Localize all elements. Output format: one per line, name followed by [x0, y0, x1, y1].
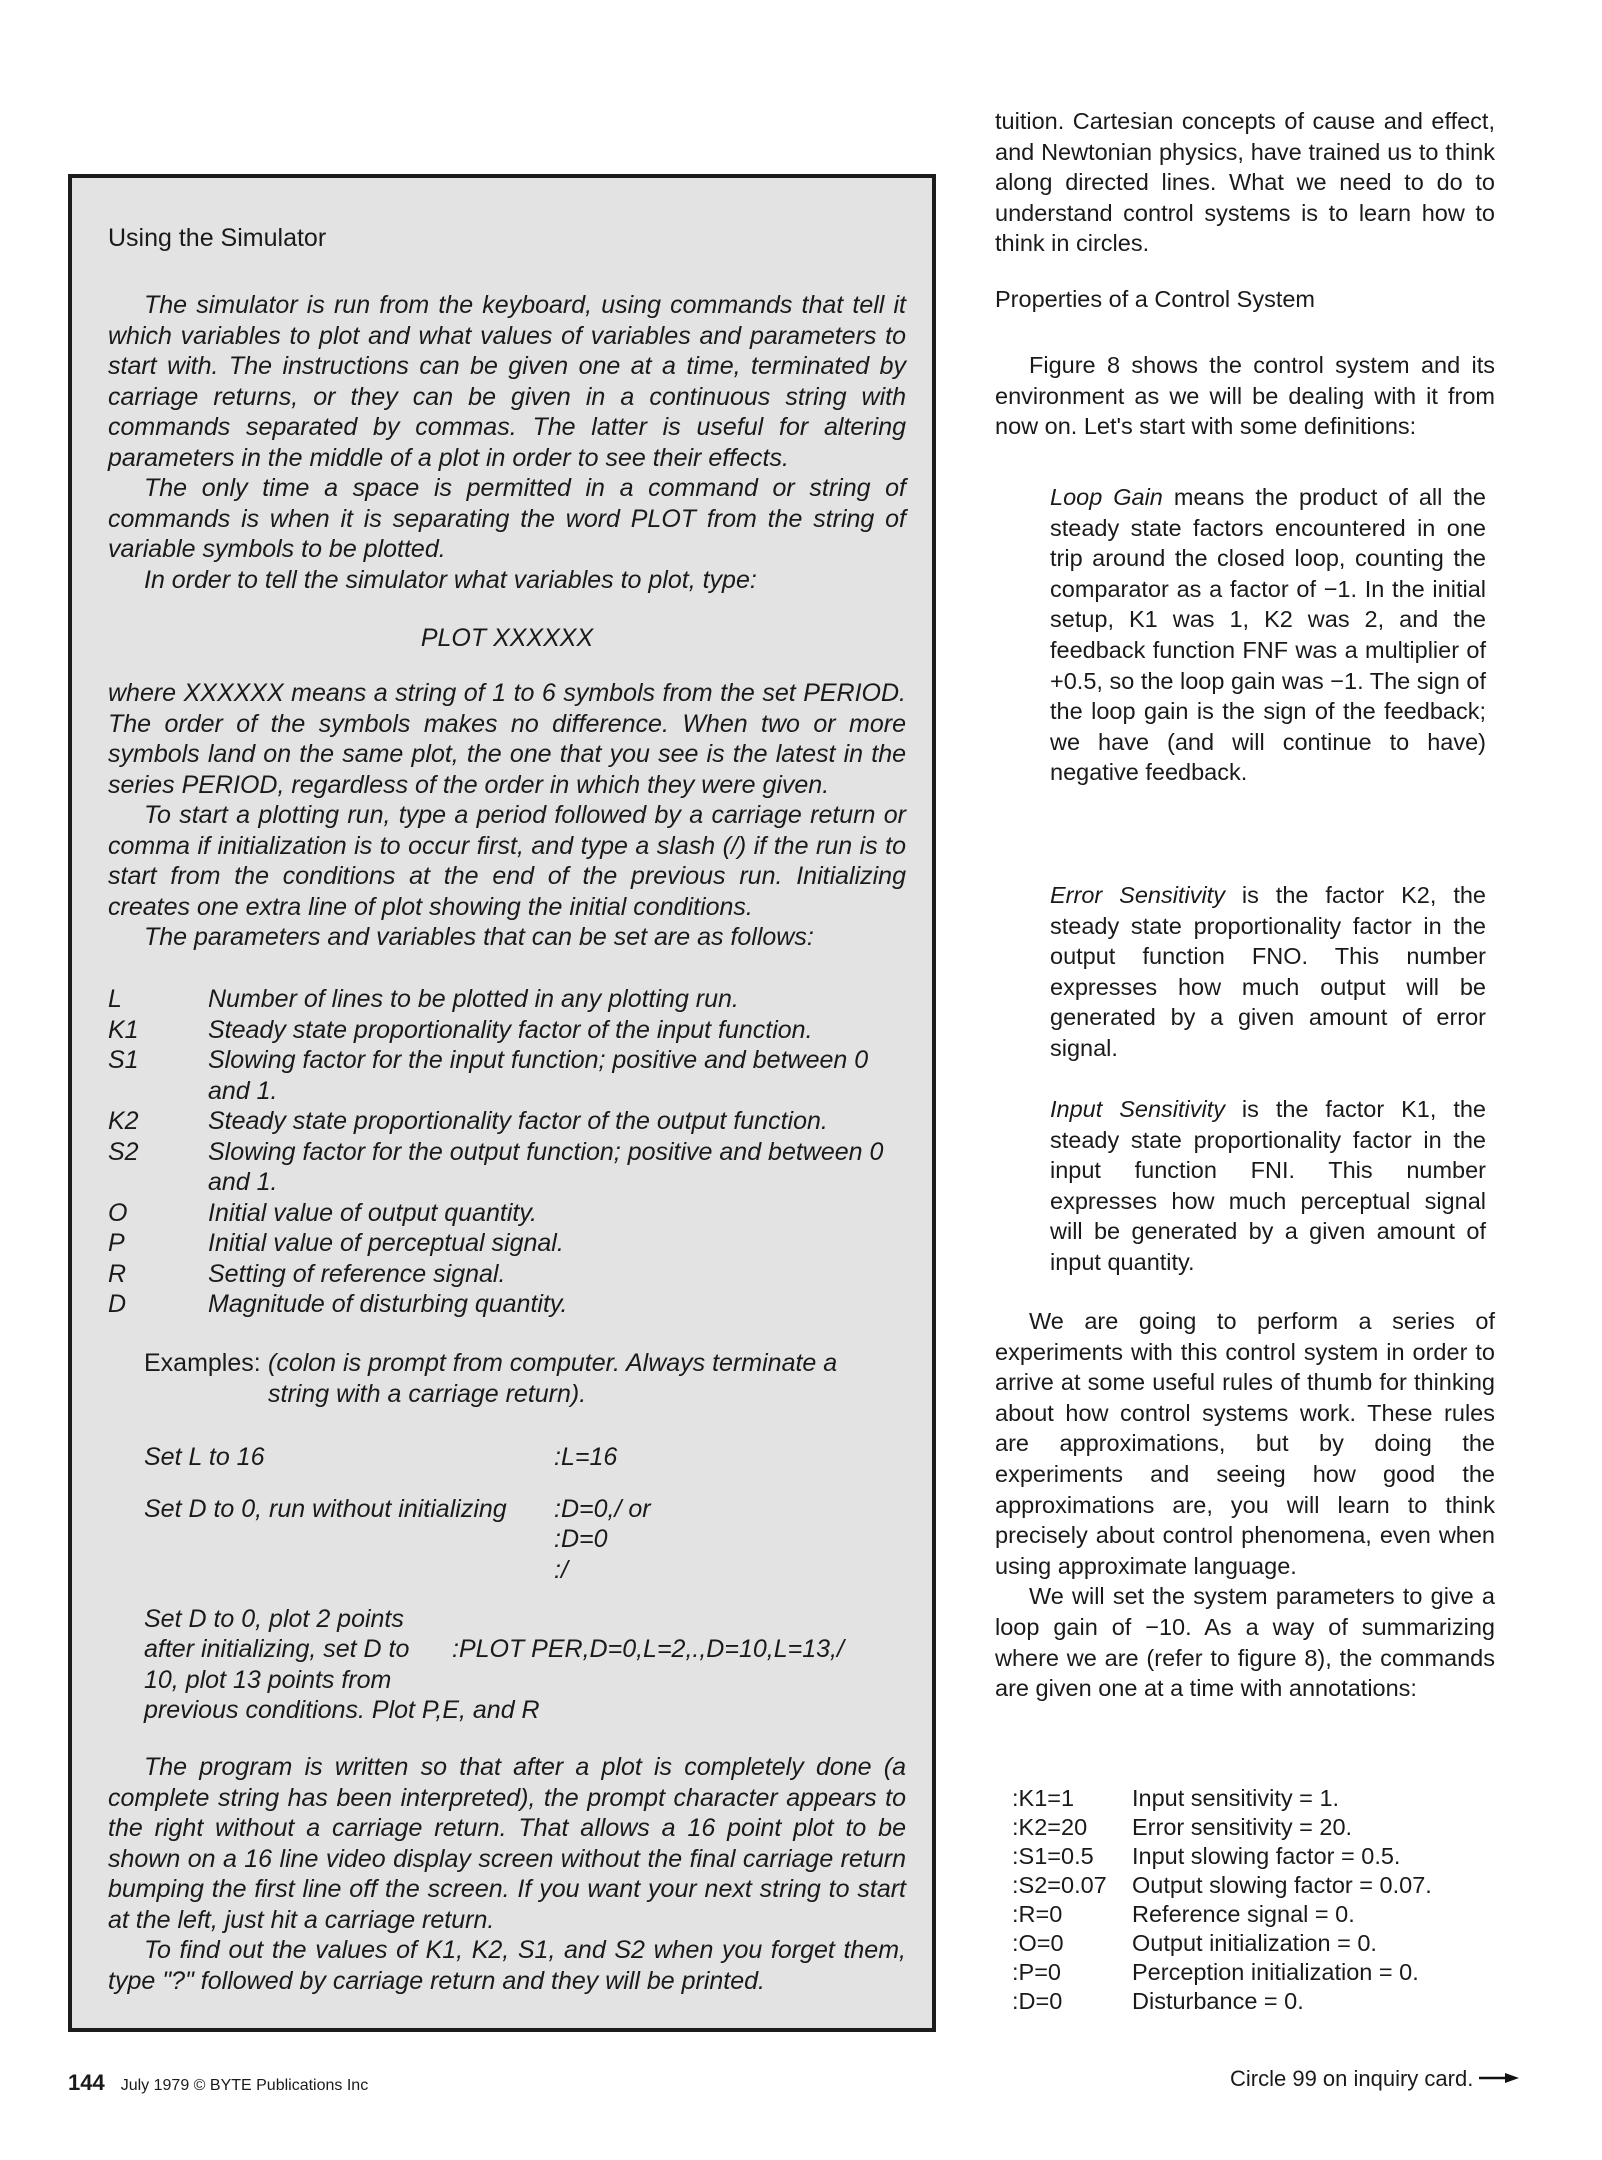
command: :D=0: [1012, 1988, 1063, 2014]
paragraph: We are going to perform a series of experiments with this control system in order to arrive at some useful rules of thumb for thinking about how control systems work. These rules are approximations, but by doing the experiments and seeing how good the approximations are, you will learn to think precisely about control phenomena, even when using approximate language.: [995, 1308, 1495, 1579]
command-annotation: Disturbance = 0.: [1132, 1988, 1304, 2014]
definition-term: Loop Gain: [1050, 484, 1163, 510]
sidebar-heading: Using the Simulator: [108, 224, 327, 252]
middle-text: [108, 678, 906, 953]
param-key: O: [108, 1198, 128, 1227]
param-row: [108, 1289, 908, 1320]
definition-text: means the product of all the steady state factors encountered in one trip around the closed loop, counting the comparator as a factor of −1. In the initial setup, K1 was 1, K2 was 2, and the feedback function FNF was a multiplier of +0.5, so the loop gain was −1. The sign of the loop gain is the sign of the feedback; we have (and will continue to have) negative feedback.: [1050, 484, 1487, 786]
command-annotation: Perception initialization = 0.: [1132, 1959, 1419, 1985]
command-annotation: Reference signal = 0.: [1132, 1901, 1355, 1927]
paragraph: tuition. Cartesian concepts of cause and effect, and Newtonian physics, have trained us to think along directed lines. What we need to do to understand control systems is to learn how to think in circles.: [995, 108, 1495, 257]
paragraph: The only time a space is permitted in a command or string of commands is when it is separating the word PLOT from the string of variable symbols to be plotted.: [108, 474, 906, 563]
examples-header: [144, 1348, 924, 1409]
paragraph: The simulator is run from the keyboard, using commands that tell it which variables to plot and what values of variables and parameters to start with. The instructions can be given one at a time, terminated by carriage returns, or they can be given in a continuous string with commands separated by commas. The latter is useful for altering parameters in the middle of a plot in order to see their effects.: [108, 291, 906, 472]
param-row: [108, 1106, 908, 1137]
paragraph: The program is written so that after a plot is completely done (a complete string has been interpreted), the prompt character appears to the right without a carriage return. That allows a 16 point plot to be shown on a 16 line video display screen without the final carriage return bumping the first line off the screen. If you want your next string to start at the left, just hit a carriage return.: [108, 1753, 906, 1934]
paragraph: To find out the values of K1, K2, S1, and S2 when you forget them, type "?" followed by carriage return and they will be printed.: [108, 1936, 906, 1995]
page-number: 144: [68, 2070, 105, 2095]
command-annotation: Error sensitivity = 20.: [1132, 1814, 1353, 1840]
opening-paragraph: [995, 106, 1495, 259]
examples-note: (colon is prompt from computer. Always terminate a string with a carriage return).: [268, 1349, 838, 1408]
example-1-command: :L=16: [554, 1443, 618, 1471]
paragraph: We will set the system parameters to give a loop gain of −10. As a way of summarizing where we are (refer to figure 8), the commands are given one at a time with annotations:: [995, 1583, 1495, 1702]
param-desc: Initial value of perceptual signal.: [208, 1229, 564, 1257]
example-3-desc-line: after initializing, set D to: [144, 1635, 410, 1663]
param-key: D: [108, 1290, 127, 1318]
param-desc: Initial value of output quantity.: [208, 1198, 537, 1227]
example-2-command-a: :D=0,/ or: [554, 1495, 651, 1523]
arrow-right-icon: [1479, 2073, 1519, 2083]
example-3-command: :PLOT PER,D=0,L=2,.,D=10,L=13,/: [452, 1635, 844, 1663]
param-desc: Steady state proportionality factor of the input function.: [208, 1015, 813, 1044]
command-annotation: Output initialization = 0.: [1132, 1930, 1377, 1956]
paragraph: In order to tell the simulator what variables to plot, type:: [144, 565, 757, 594]
param-desc: Setting of reference signal.: [208, 1259, 506, 1288]
command-annotation: Output slowing factor = 0.07.: [1132, 1872, 1432, 1898]
param-key: P: [108, 1229, 125, 1257]
definition-text: is the factor K1, the steady state proportionality factor in the input function FNI. This number expresses how much perceptual signal will be generated by a given amount of input quantity.: [1050, 1096, 1486, 1275]
param-key: S1: [108, 1046, 139, 1074]
param-key: K2: [108, 1107, 139, 1135]
section-heading: Properties of a Control System: [995, 286, 1315, 312]
command: :S1=0.5: [1012, 1843, 1094, 1869]
example-2-desc: Set D to 0, run without initializing: [144, 1495, 507, 1523]
command: :O=0: [1012, 1930, 1064, 1956]
param-desc: Steady state proportionality factor of the output function.: [208, 1107, 828, 1135]
experiments-paragraph: [995, 1306, 1495, 1704]
example-1-desc: Set L to 16: [144, 1443, 265, 1471]
example-2-command-b: :D=0: [554, 1525, 608, 1553]
command: :K2=20: [1012, 1814, 1088, 1840]
param-key: L: [108, 985, 122, 1013]
example-3-desc-line: previous conditions. Plot P,E, and R: [144, 1696, 540, 1724]
definition-term: Input Sensitivity: [1050, 1096, 1225, 1122]
param-key: K1: [108, 1015, 139, 1044]
publication-credit: July 1979 © BYTE Publications Inc: [120, 2077, 369, 2094]
intro-text: [108, 290, 906, 595]
closing-text: [108, 1752, 906, 1996]
command: :P=0: [1012, 1959, 1061, 1985]
definition-error-sensitivity: [1050, 880, 1486, 1064]
parameter-list: [108, 984, 908, 1320]
param-row: [108, 1198, 908, 1229]
figure-paragraph: [995, 350, 1495, 442]
definition-term: Error Sensitivity: [1050, 882, 1225, 908]
command: :K1=1: [1012, 1785, 1075, 1811]
param-desc: Magnitude of disturbing quantity.: [208, 1290, 568, 1318]
command-annotation: Input sensitivity = 1.: [1132, 1785, 1340, 1811]
param-desc: Slowing factor for the input function; positive and between 0 and 1.: [208, 1046, 869, 1105]
command: :R=0: [1012, 1901, 1063, 1927]
command: :S2=0.07: [1012, 1872, 1107, 1898]
definition-loop-gain: [1050, 482, 1486, 788]
inquiry-text: Circle 99 on inquiry card.: [1230, 2066, 1474, 2091]
examples-label: Examples:: [144, 1349, 261, 1377]
param-row: [108, 1015, 908, 1046]
param-row: [108, 1045, 908, 1106]
param-desc: Slowing factor for the output function; positive and between 0 and 1.: [208, 1137, 884, 1196]
param-row: [108, 1259, 908, 1290]
example-3-desc-line: Set D to 0, plot 2 points: [144, 1605, 404, 1633]
param-row: [108, 984, 908, 1015]
example-2-command-c: :/: [554, 1556, 568, 1584]
paragraph: To start a plotting run, type a period followed by a carriage return or comma if initialization is to occur first, and type a slash (/) if the run is to start from the conditions at the end of the previous run. Initializing creates one extra line of plot showing the initial conditions.: [108, 801, 906, 921]
param-desc: Number of lines to be plotted in any plotting run.: [208, 985, 739, 1013]
paragraph: The parameters and variables that can be set are as follows:: [144, 923, 814, 951]
example-3-desc-line: 10, plot 13 points from: [144, 1666, 392, 1694]
definition-input-sensitivity: [1050, 1094, 1486, 1278]
paragraph: where XXXXXX means a string of 1 to 6 symbols from the set PERIOD. The order of the symbols makes no difference. When two or more symbols land on the same plot, the one that you see is the latest in the series PERIOD, regardless of the order in which they were given.: [108, 679, 906, 799]
plot-command: PLOT XXXXXX: [420, 624, 594, 652]
definition-text: is the factor K2, the steady state proportionality factor in the output function FNO. This number expresses how much output will be generated by a given amount of error signal.: [1050, 882, 1486, 1061]
param-row: [108, 1137, 908, 1198]
command-annotation: Input slowing factor = 0.5.: [1132, 1843, 1401, 1869]
param-key: R: [108, 1259, 127, 1288]
page-footer: [68, 2070, 368, 2096]
param-row: [108, 1228, 908, 1259]
paragraph: Figure 8 shows the control system and its environment as we will be dealing with it from now on. Let's start with some definitions:: [995, 352, 1495, 440]
inquiry-note: [1230, 2066, 1519, 2092]
param-key: S2: [108, 1137, 139, 1166]
sidebar-box: [68, 174, 936, 2032]
